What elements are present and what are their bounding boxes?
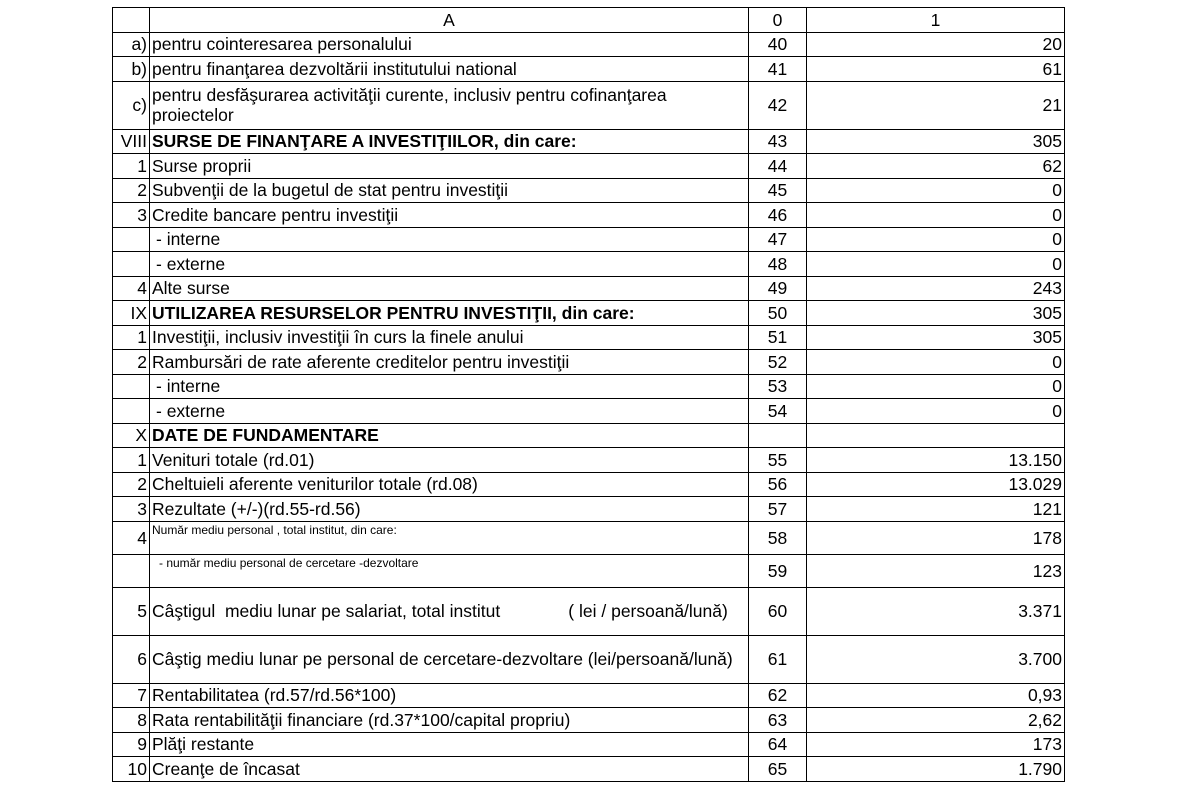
row-description: Câştig mediu lunar pe personal de cercetare-dezvoltare (lei/persoană/lună) — [150, 635, 749, 683]
header-col-a: A — [150, 8, 749, 33]
row-index: 4 — [113, 276, 150, 301]
row-code: 54 — [749, 399, 807, 424]
row-index — [113, 554, 150, 587]
row-code: 55 — [749, 448, 807, 473]
row-code: 45 — [749, 178, 807, 203]
row-index: 3 — [113, 203, 150, 228]
row-value: 13.150 — [807, 448, 1065, 473]
row-description: pentru cointeresarea personalului — [150, 32, 749, 57]
row-description: - externe — [150, 399, 749, 424]
table-row — [113, 635, 1065, 683]
table-row — [113, 301, 1065, 326]
row-description: pentru desfăşurarea activităţii curente, inclusiv pentru cofinanţarea proiectelor — [150, 81, 749, 129]
row-value: 0 — [807, 203, 1065, 228]
row-value: 3.371 — [807, 587, 1065, 635]
row-value: 1.790 — [807, 757, 1065, 782]
table-row — [113, 732, 1065, 757]
table-row — [113, 325, 1065, 350]
row-value: 0 — [807, 227, 1065, 252]
table-row — [113, 32, 1065, 57]
row-index: 1 — [113, 154, 150, 179]
row-description: Surse proprii — [150, 154, 749, 179]
row-index: 6 — [113, 635, 150, 683]
row-value: 305 — [807, 129, 1065, 154]
row-index: 7 — [113, 683, 150, 708]
row-code: 41 — [749, 57, 807, 82]
table-row — [113, 448, 1065, 473]
header-row — [113, 8, 1065, 33]
table-row — [113, 350, 1065, 375]
row-code: 51 — [749, 325, 807, 350]
row-index — [113, 374, 150, 399]
row-code: 44 — [749, 154, 807, 179]
table-row — [113, 683, 1065, 708]
row-description: Credite bancare pentru investiţii — [150, 203, 749, 228]
row-code: 40 — [749, 32, 807, 57]
table-row — [113, 154, 1065, 179]
row-value: 123 — [807, 554, 1065, 587]
row-code: 49 — [749, 276, 807, 301]
row-index: X — [113, 423, 150, 448]
row-value — [807, 423, 1065, 448]
row-code: 59 — [749, 554, 807, 587]
row-index: 5 — [113, 587, 150, 635]
row-index: 9 — [113, 732, 150, 757]
row-index: 2 — [113, 350, 150, 375]
row-value: 3.700 — [807, 635, 1065, 683]
row-value: 21 — [807, 81, 1065, 129]
table-row — [113, 203, 1065, 228]
header-index-cell — [113, 8, 150, 33]
row-value: 62 — [807, 154, 1065, 179]
row-index: 1 — [113, 325, 150, 350]
row-description: - interne — [150, 227, 749, 252]
row-code: 62 — [749, 683, 807, 708]
row-description: Alte surse — [150, 276, 749, 301]
row-code — [749, 423, 807, 448]
table-row — [113, 521, 1065, 554]
row-index: 3 — [113, 497, 150, 522]
row-value: 0 — [807, 178, 1065, 203]
row-code: 48 — [749, 252, 807, 277]
row-description: Rata rentabilităţii financiare (rd.37*100/capital propriu) — [150, 708, 749, 733]
row-value: 178 — [807, 521, 1065, 554]
row-description: Investiţii, inclusiv investiţii în curs la finele anului — [150, 325, 749, 350]
table-row — [113, 374, 1065, 399]
table-row — [113, 252, 1065, 277]
row-index: 4 — [113, 521, 150, 554]
row-description: Creanţe de încasat — [150, 757, 749, 782]
row-description: UTILIZAREA RESURSELOR PENTRU INVESTIŢII, din care: — [150, 301, 749, 326]
row-value: 173 — [807, 732, 1065, 757]
row-value: 0,93 — [807, 683, 1065, 708]
row-description: DATE DE FUNDAMENTARE — [150, 423, 749, 448]
table-row — [113, 276, 1065, 301]
row-code: 50 — [749, 301, 807, 326]
table-row — [113, 399, 1065, 424]
row-code: 47 — [749, 227, 807, 252]
row-code: 43 — [749, 129, 807, 154]
row-description: pentru finanţarea dezvoltării institutului national — [150, 57, 749, 82]
row-description: - număr mediu personal de cercetare -dezvoltare — [150, 554, 749, 587]
row-code: 42 — [749, 81, 807, 129]
row-value: 0 — [807, 252, 1065, 277]
row-index: IX — [113, 301, 150, 326]
row-value: 20 — [807, 32, 1065, 57]
header-col-1: 1 — [807, 8, 1065, 33]
table-row — [113, 129, 1065, 154]
table-row — [113, 227, 1065, 252]
row-value: 0 — [807, 350, 1065, 375]
row-index — [113, 227, 150, 252]
row-description: Cheltuieli aferente veniturilor totale (rd.08) — [150, 472, 749, 497]
row-value: 305 — [807, 325, 1065, 350]
row-value: 0 — [807, 374, 1065, 399]
row-code: 61 — [749, 635, 807, 683]
row-description: - externe — [150, 252, 749, 277]
row-value: 305 — [807, 301, 1065, 326]
row-index: 2 — [113, 472, 150, 497]
table-row — [113, 708, 1065, 733]
header-col-0: 0 — [749, 8, 807, 33]
row-index: 1 — [113, 448, 150, 473]
row-description: Subvenţii de la bugetul de stat pentru investiţii — [150, 178, 749, 203]
row-index: 2 — [113, 178, 150, 203]
row-description: Plăţi restante — [150, 732, 749, 757]
row-value: 0 — [807, 399, 1065, 424]
row-description: Rentabilitatea (rd.57/rd.56*100) — [150, 683, 749, 708]
table-row — [113, 757, 1065, 782]
row-index: VIII — [113, 129, 150, 154]
row-description: Venituri totale (rd.01) — [150, 448, 749, 473]
row-code: 52 — [749, 350, 807, 375]
table-row — [113, 497, 1065, 522]
row-index — [113, 252, 150, 277]
row-index: c) — [113, 81, 150, 129]
row-code: 64 — [749, 732, 807, 757]
row-code: 56 — [749, 472, 807, 497]
row-index — [113, 399, 150, 424]
row-index: 8 — [113, 708, 150, 733]
row-value: 2,62 — [807, 708, 1065, 733]
table-row — [113, 423, 1065, 448]
table-row — [113, 57, 1065, 82]
row-value: 13.029 — [807, 472, 1065, 497]
row-code: 46 — [749, 203, 807, 228]
row-value: 121 — [807, 497, 1065, 522]
table-row — [113, 178, 1065, 203]
row-description: Câştigul mediu lunar pe salariat, total institut ( lei / persoană/lună) — [150, 587, 749, 635]
table-row — [113, 81, 1065, 129]
row-code: 58 — [749, 521, 807, 554]
row-description: Rambursări de rate aferente creditelor pentru investiţii — [150, 350, 749, 375]
row-code: 63 — [749, 708, 807, 733]
row-value: 61 — [807, 57, 1065, 82]
row-index: b) — [113, 57, 150, 82]
row-description: Rezultate (+/-)(rd.55-rd.56) — [150, 497, 749, 522]
budget-table — [112, 7, 1065, 782]
row-description: - interne — [150, 374, 749, 399]
row-code: 53 — [749, 374, 807, 399]
row-code: 57 — [749, 497, 807, 522]
row-description: SURSE DE FINANŢARE A INVESTIŢIILOR, din care: — [150, 129, 749, 154]
row-code: 60 — [749, 587, 807, 635]
row-description: Număr mediu personal , total institut, din care: — [150, 521, 749, 554]
table-row — [113, 587, 1065, 635]
row-code: 65 — [749, 757, 807, 782]
row-index: 10 — [113, 757, 150, 782]
row-value: 243 — [807, 276, 1065, 301]
table-row — [113, 472, 1065, 497]
row-index: a) — [113, 32, 150, 57]
table-row — [113, 554, 1065, 587]
